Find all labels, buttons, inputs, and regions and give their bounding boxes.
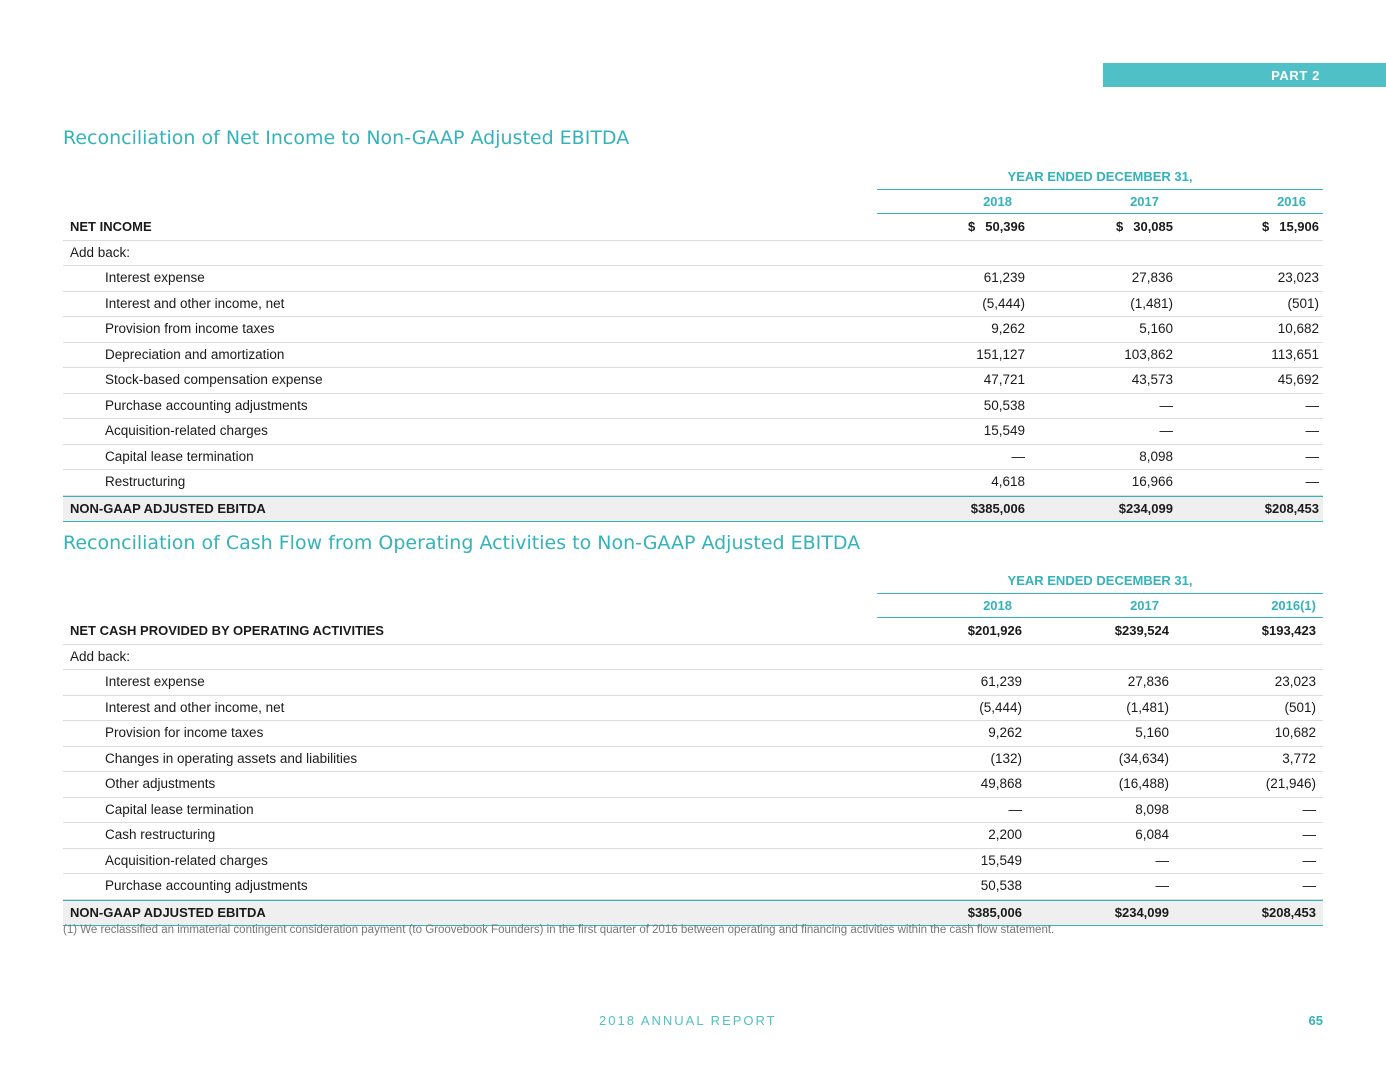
cell-value <box>1278 368 1319 392</box>
row-label: Acquisition-related charges <box>105 852 268 868</box>
row-label: Other adjustments <box>105 776 216 791</box>
cell-number: 49,868 <box>980 776 1022 791</box>
table-row <box>63 343 1323 369</box>
row-label: NET INCOME <box>70 219 152 234</box>
cell-value <box>1262 901 1316 925</box>
cell-value <box>1278 317 1319 341</box>
cell-value <box>981 849 1022 873</box>
table1-col-2016: 2016 <box>1277 194 1306 209</box>
table-row <box>63 419 1323 445</box>
cell-value <box>1132 470 1173 494</box>
row-label: Capital lease termination <box>105 801 254 817</box>
cell-value <box>1284 696 1316 720</box>
cell-number: 3,772 <box>1282 750 1316 766</box>
cell-number: (132) <box>990 750 1022 766</box>
cell-number: — <box>1155 852 1169 868</box>
cell-number: — <box>1305 423 1319 438</box>
table-row <box>63 721 1323 747</box>
cell-value <box>1115 619 1169 643</box>
cell-value <box>991 317 1025 341</box>
table-row <box>63 747 1323 773</box>
row-label: Provision for income taxes <box>105 725 264 740</box>
cell-number: 15,549 <box>980 852 1022 868</box>
table-row <box>63 645 1323 671</box>
cell-value <box>971 497 1025 521</box>
cell-value <box>968 215 1025 239</box>
table-row <box>63 266 1323 292</box>
table-row <box>63 696 1323 722</box>
cell-number: — <box>1302 827 1316 842</box>
currency-symbol: $ <box>1262 219 1270 234</box>
cell-number: 15,906 <box>1279 219 1319 234</box>
row-label: Interest expense <box>105 270 205 285</box>
row-label: NON-GAAP ADJUSTED EBITDA <box>70 500 266 516</box>
cell-number: 50,396 <box>985 219 1025 234</box>
table-row <box>63 368 1323 394</box>
cell-value <box>1160 394 1174 418</box>
cell-number: 45,692 <box>1277 372 1319 387</box>
table-row <box>63 317 1323 343</box>
table-row <box>63 619 1323 645</box>
cell-value <box>1303 849 1317 873</box>
row-label: Provision from income taxes <box>105 321 275 336</box>
cell-number: $208,453 <box>1264 500 1319 516</box>
cell-number: $385,006 <box>967 904 1022 920</box>
cell-value <box>1287 292 1319 316</box>
cell-value <box>1262 215 1319 239</box>
table-total-row <box>63 900 1323 927</box>
table1-body <box>63 215 1323 522</box>
cell-value <box>981 772 1022 796</box>
cell-number: — <box>1305 448 1319 464</box>
part-tab: PART 2 <box>1103 63 1386 87</box>
cell-number: — <box>1302 852 1316 868</box>
table-row <box>63 670 1323 696</box>
table-row <box>63 445 1323 471</box>
cell-number: 6,084 <box>1135 827 1169 842</box>
cell-number: 61,239 <box>983 270 1025 285</box>
row-label: Restructuring <box>105 474 186 489</box>
cell-number: 113,651 <box>1271 346 1319 362</box>
cell-number: 4,618 <box>991 474 1025 489</box>
cell-number: — <box>1008 801 1022 817</box>
cell-value <box>1306 470 1320 494</box>
row-label: Stock-based compensation expense <box>105 372 323 387</box>
cell-value <box>1266 772 1316 796</box>
cell-number: 27,836 <box>1127 674 1169 689</box>
cell-number: (34,634) <box>1118 750 1169 766</box>
cell-number: 23,023 <box>1274 674 1316 689</box>
cell-value <box>1282 747 1316 771</box>
row-label: Depreciation and amortization <box>105 346 285 362</box>
cell-number: (1,481) <box>1130 295 1173 311</box>
currency-symbol: $ <box>968 219 976 234</box>
cell-value <box>968 619 1022 643</box>
table-row <box>63 798 1323 824</box>
cell-number: 47,721 <box>983 372 1025 387</box>
cell-number: 30,085 <box>1133 219 1173 234</box>
cell-number: $234,099 <box>1118 500 1173 516</box>
cell-value <box>1306 394 1320 418</box>
cell-number: $234,099 <box>1114 904 1169 920</box>
row-label: Changes in operating assets and liabilities <box>105 750 358 766</box>
cell-value <box>1012 445 1026 469</box>
cell-number: — <box>1159 423 1173 438</box>
cell-value <box>984 368 1025 392</box>
cell-value <box>1009 798 1023 822</box>
cell-value <box>979 696 1022 720</box>
row-label: Purchase accounting adjustments <box>105 397 308 413</box>
cell-value <box>1262 619 1316 643</box>
cell-number: — <box>1305 474 1319 489</box>
row-label: Interest and other income, net <box>105 295 285 311</box>
cell-value <box>1278 266 1319 290</box>
table-row <box>63 470 1323 496</box>
cell-number: 8,098 <box>1139 448 1173 464</box>
cell-value <box>984 419 1025 443</box>
cell-value <box>981 670 1022 694</box>
table-row <box>63 394 1323 420</box>
cell-number: (16,488) <box>1118 776 1169 791</box>
cell-number: 9,262 <box>991 321 1025 336</box>
table-row <box>63 849 1323 875</box>
cell-number: 16,966 <box>1131 474 1173 489</box>
table1-col-2017: 2017 <box>1130 194 1159 209</box>
table-row <box>63 241 1323 267</box>
cell-value <box>1130 292 1173 316</box>
cell-value <box>1265 497 1319 521</box>
table1-column-headers <box>877 190 1323 214</box>
cell-number: 50,538 <box>983 397 1025 413</box>
table2-title: Reconciliation of Cash Flow from Operating Activities to Non-GAAP Adjusted EBITDA <box>63 532 861 554</box>
cell-value <box>1275 721 1316 745</box>
cell-value <box>1119 747 1169 771</box>
cell-value <box>1139 445 1173 469</box>
cell-value <box>1128 670 1169 694</box>
cell-value <box>1124 343 1173 367</box>
cell-number: 10,682 <box>1277 321 1319 336</box>
cell-value <box>988 721 1022 745</box>
cell-number: — <box>1305 397 1319 413</box>
cell-value <box>1303 874 1317 898</box>
cell-number: 151,127 <box>976 346 1025 362</box>
footnote: (1) We reclassified an immaterial contingent consideration payment (to Groovebook Founders) in the first quarter of 2016 between operating and financing activities within the cash flow statement. <box>63 924 1055 936</box>
cell-number: 10,682 <box>1274 725 1316 740</box>
cell-value <box>1116 215 1173 239</box>
table2-col-2018: 2018 <box>983 598 1012 613</box>
cell-number: — <box>1302 801 1316 817</box>
table2-col-2016: 2016(1) <box>1271 598 1316 613</box>
cell-value <box>1156 874 1170 898</box>
table-row <box>63 823 1323 849</box>
row-label: Interest expense <box>105 674 205 689</box>
cell-value <box>1275 670 1316 694</box>
cell-value <box>1132 266 1173 290</box>
table2-column-headers <box>877 594 1323 618</box>
cell-number: 23,023 <box>1277 270 1319 285</box>
cell-value <box>988 823 1022 847</box>
cell-value <box>976 343 1025 367</box>
cell-value <box>1306 445 1320 469</box>
cell-number: — <box>1302 878 1316 893</box>
cell-number: — <box>1159 397 1173 413</box>
cell-number: (501) <box>1284 699 1316 715</box>
row-label: Purchase accounting adjustments <box>105 878 308 893</box>
footer-report-label: 2018 ANNUAL REPORT <box>599 1013 777 1028</box>
cell-number: 103,862 <box>1124 346 1173 362</box>
cell-number: $239,524 <box>1114 623 1169 638</box>
cell-number: $193,423 <box>1261 623 1316 638</box>
cell-value <box>1160 419 1174 443</box>
table2-body <box>63 619 1323 926</box>
row-label: Cash restructuring <box>105 827 216 842</box>
cell-value <box>1303 798 1317 822</box>
cell-number: 2,200 <box>988 827 1022 842</box>
row-label: NON-GAAP ADJUSTED EBITDA <box>70 904 266 920</box>
cell-number: (1,481) <box>1126 699 1169 715</box>
page-number: 65 <box>1308 1013 1323 1028</box>
table-row <box>63 292 1323 318</box>
cell-value <box>984 266 1025 290</box>
table1-period-header: YEAR ENDED DECEMBER 31, <box>877 166 1323 190</box>
row-label: Add back: <box>70 648 131 664</box>
cell-value <box>1306 419 1320 443</box>
cell-number: (5,444) <box>979 699 1022 715</box>
table-total-row <box>63 496 1323 523</box>
cell-value <box>991 470 1025 494</box>
cell-value <box>1303 823 1317 847</box>
cell-value <box>1135 798 1169 822</box>
cell-number: 5,160 <box>1135 725 1169 740</box>
cell-number: 61,239 <box>980 674 1022 689</box>
cell-number: 43,573 <box>1131 372 1173 387</box>
currency-symbol: $ <box>1116 219 1124 234</box>
cell-number: (21,946) <box>1265 776 1316 791</box>
table1-col-2018: 2018 <box>983 194 1012 209</box>
cell-value <box>1119 497 1173 521</box>
cell-value <box>1119 772 1169 796</box>
cell-value <box>1135 721 1169 745</box>
cell-number: 27,836 <box>1131 270 1173 285</box>
cell-value <box>1156 849 1170 873</box>
row-label: Acquisition-related charges <box>105 423 268 438</box>
cell-value <box>1115 901 1169 925</box>
cell-number: 5,160 <box>1139 321 1173 336</box>
cell-number: — <box>1155 878 1169 893</box>
cell-value <box>981 874 1022 898</box>
cell-value <box>968 901 1022 925</box>
table-row <box>63 215 1323 241</box>
cell-number: (501) <box>1287 295 1319 311</box>
cell-number: — <box>1011 448 1025 464</box>
cell-number: 15,549 <box>983 423 1025 438</box>
cell-number: 9,262 <box>988 725 1022 740</box>
table1-title: Reconciliation of Net Income to Non-GAAP Adjusted EBITDA <box>63 127 630 149</box>
cell-value <box>982 292 1025 316</box>
row-label: NET CASH PROVIDED BY OPERATING ACTIVITIES <box>70 623 384 638</box>
cell-number: $385,006 <box>970 500 1025 516</box>
row-label: Add back: <box>70 244 131 260</box>
cell-value <box>1139 317 1173 341</box>
cell-value <box>1126 696 1169 720</box>
cell-value <box>990 747 1022 771</box>
table2-col-2017: 2017 <box>1130 598 1159 613</box>
cell-number: $208,453 <box>1261 904 1316 920</box>
table-row <box>63 874 1323 900</box>
table-row <box>63 772 1323 798</box>
table2-period-header: YEAR ENDED DECEMBER 31, <box>877 570 1323 594</box>
cell-number: 8,098 <box>1135 801 1169 817</box>
cell-number: $201,926 <box>967 623 1022 638</box>
cell-number: 50,538 <box>980 878 1022 893</box>
cell-value <box>1132 368 1173 392</box>
cell-value <box>984 394 1025 418</box>
cell-value <box>1271 343 1319 367</box>
row-label: Capital lease termination <box>105 448 254 464</box>
cell-value <box>1135 823 1169 847</box>
row-label: Interest and other income, net <box>105 699 285 715</box>
cell-number: (5,444) <box>982 295 1025 311</box>
